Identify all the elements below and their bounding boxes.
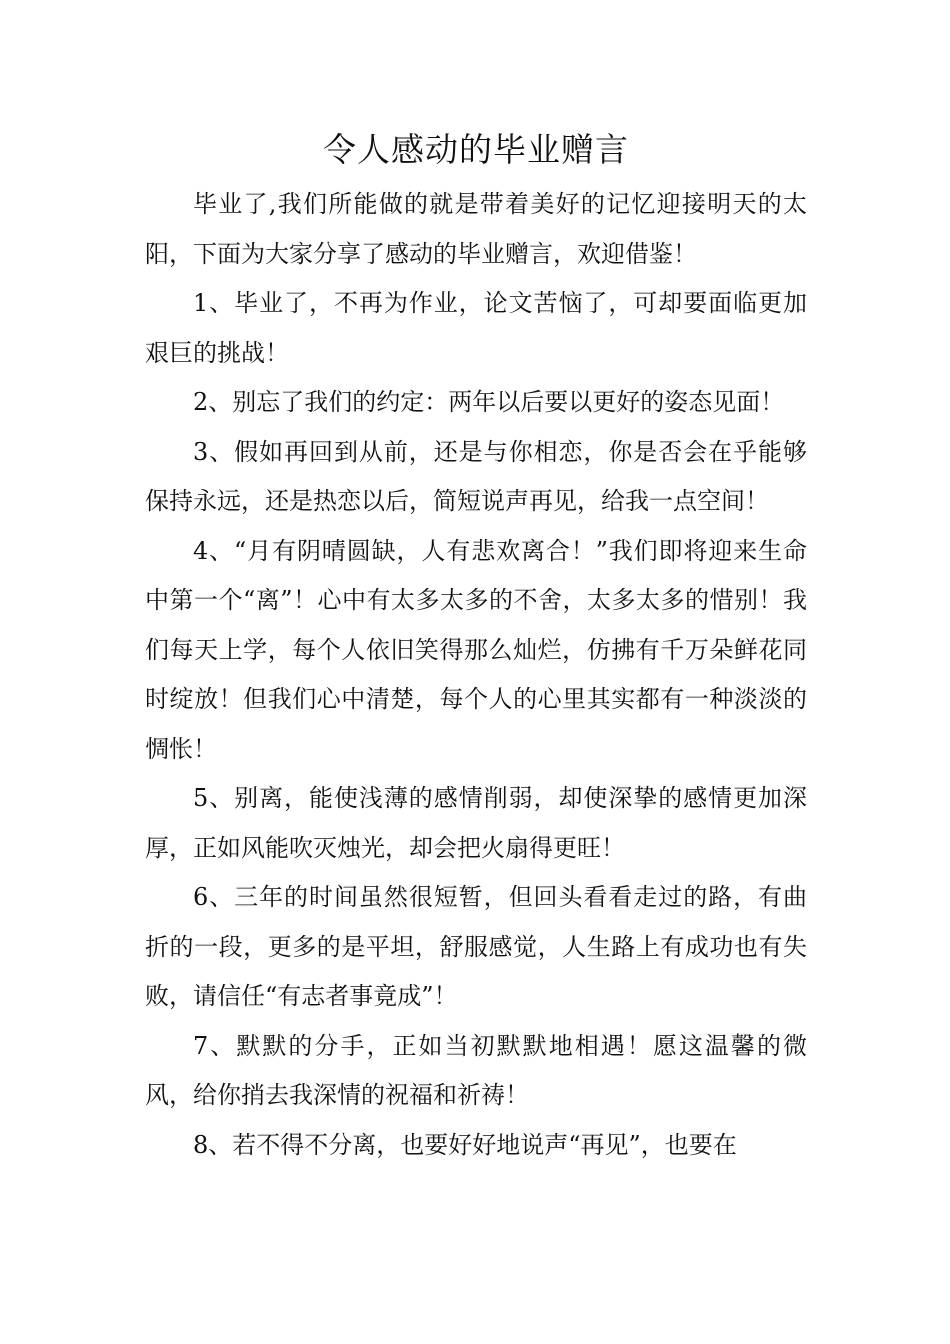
paragraph-item-4: 4、“月有阴晴圆缺，人有悲欢离合！”我们即将迎来生命中第一个“离”！心中有太多太多的不舍，太多太多的惜别！我们每天上学，每个人依旧笑得那么灿烂，仿拂有千万朵鲜花同时绽放！但我们心中清楚，每个人的心里其实都有一种淡淡的惆怅！ [145, 536, 807, 763]
document-title: 令人感动的毕业赠言 [323, 130, 629, 169]
paragraph-item-7: 7、默默的分手，正如当初默默地相遇！愿这温馨的微风，给你捎去我深情的祝福和祈祷！ [145, 1031, 807, 1109]
paragraph-item-8: 8、若不得不分离，也要好好地说声“再见”，也要在 [193, 1130, 737, 1159]
document-page [145, 122, 807, 1170]
paragraph-item-5: 5、别离，能使浅薄的感情削弱，却使深挚的感情更加深厚，正如风能吹灭烛光，却会把火扇得更旺！ [145, 784, 807, 862]
paragraph-item-1: 1、毕业了，不再为作业，论文苦恼了，可却要面临更加艰巨的挑战！ [145, 289, 807, 367]
paragraph-item-3: 3、假如再回到从前，还是与你相恋，你是否会在乎能够保持永远，还是热恋以后，简短说声再见，给我一点空间！ [145, 437, 807, 515]
paragraph-item-2: 2、别忘了我们的约定：两年以后要以更好的姿态见面！ [193, 388, 785, 416]
paragraph-item-6: 6、三年的时间虽然很短暂，但回头看看走过的路，有曲折的一段，更多的是平坦，舒服感觉，人生路上有成功也有失败，请信任“有志者事竟成”！ [145, 883, 807, 1010]
paragraph-intro: 毕业了,我们所能做的就是带着美好的记忆迎接明天的太阳，下面为大家分享了感动的毕业赠言，欢迎借鉴！ [145, 190, 807, 268]
